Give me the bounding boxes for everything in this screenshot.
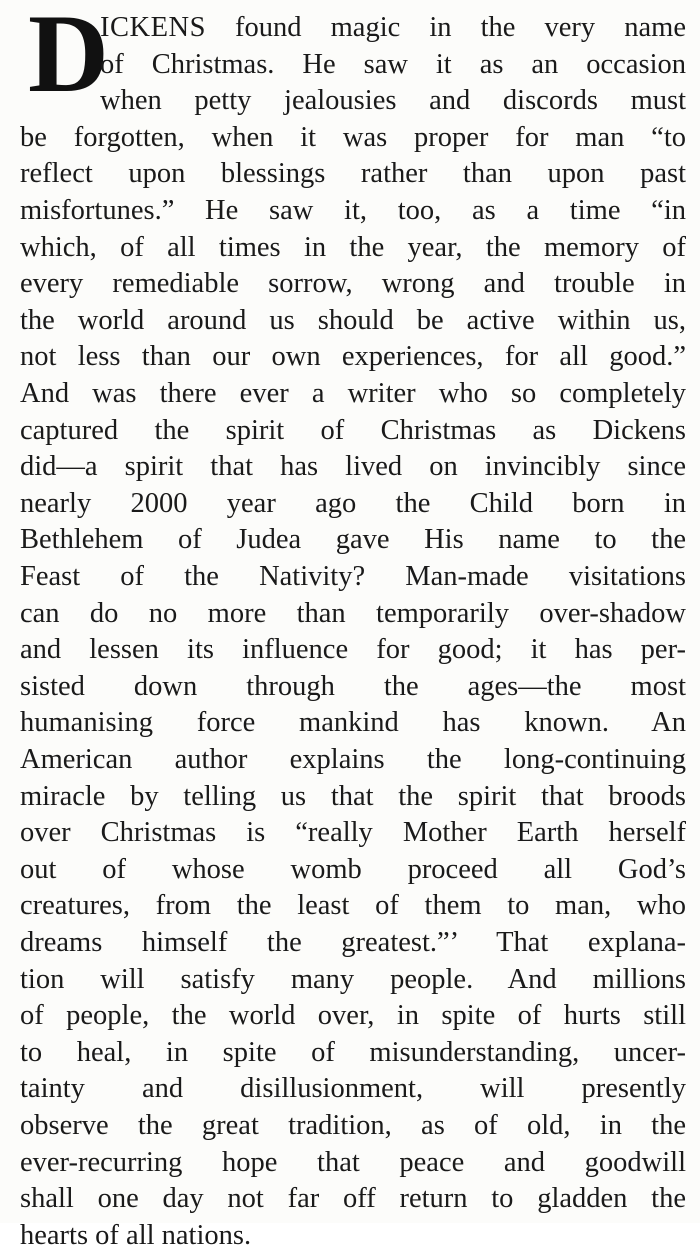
lead-word: ICKENS: [100, 12, 206, 43]
text-line: [20, 779, 686, 815]
text-line: [100, 47, 686, 83]
text-line: [20, 1071, 686, 1107]
line-text: found magic in the very name: [205, 12, 686, 43]
text-line: [20, 669, 686, 705]
line-text: captured the spirit of Christmas as Dickens: [20, 414, 686, 446]
text-line: [20, 559, 686, 595]
text-line: [20, 815, 686, 851]
line-text: be forgotten, when it was proper for man “to: [20, 121, 686, 153]
text-line: [20, 449, 686, 485]
line-text: did—a spirit that has lived on invincibly since: [20, 451, 686, 483]
line-text: misfortunes.” He saw it, too, as a time “in: [20, 195, 686, 226]
line-text: over Christmas is “really Mother Earth herself: [20, 817, 686, 849]
text-line: [20, 1108, 686, 1144]
text-line: [20, 632, 686, 668]
text-line: [20, 852, 686, 888]
line-text: of Christmas. He saw it as an occasion: [100, 48, 686, 80]
text-line: [20, 1145, 686, 1181]
line-text: creatures, from the least of them to man, who: [20, 890, 686, 922]
line-text: American author explains the long-continuing: [20, 744, 686, 775]
text-line: [20, 413, 686, 449]
line-text: miracle by telling us that the spirit that broods: [20, 780, 686, 812]
line-text: reflect upon blessings rather than upon past: [20, 158, 686, 190]
line-text: hearts of all nations.: [20, 1219, 252, 1251]
line-text: can do no more than temporarily over-shadow: [20, 597, 686, 629]
line-text: tion will satisfy many people. And millions: [20, 963, 686, 995]
text-line: [20, 998, 686, 1034]
text-line: [20, 1035, 686, 1071]
line-text: and lessen its influence for good; it has per-: [20, 634, 686, 666]
line-text: Bethlehem of Judea gave His name to the: [20, 524, 686, 556]
text-line: [20, 742, 686, 778]
text-line: [20, 1218, 686, 1254]
text-line: [20, 156, 686, 192]
text-line: [20, 962, 686, 998]
text-line: [20, 266, 686, 302]
text-line: [20, 193, 686, 229]
text-line: [20, 303, 686, 339]
line-text: the world around us should be active within us,: [20, 304, 686, 336]
drop-cap: D: [28, 0, 109, 116]
line-text: ever-recurring hope that peace and goodwill: [20, 1146, 686, 1178]
line-text: sisted down through the ages—the most: [20, 670, 686, 702]
text-line: [20, 339, 686, 375]
line-text: which, of all times in the year, the memory of: [20, 231, 686, 263]
text-line: [20, 376, 686, 412]
text-line: [100, 83, 686, 119]
text-line: [20, 486, 686, 522]
text-line: [100, 10, 686, 46]
line-text: tainty and disillusionment, will presently: [20, 1073, 686, 1105]
line-text: And was there ever a writer who so completely: [20, 378, 686, 409]
line-text: nearly 2000 year ago the Child born in: [20, 487, 686, 519]
text-line: [20, 1181, 686, 1217]
text-line: [20, 522, 686, 558]
line-text: to heal, in spite of misunderstanding, uncer-: [20, 1036, 686, 1068]
line-text: observe the great tradition, as of old, in the: [20, 1110, 686, 1141]
text-line: [20, 925, 686, 961]
line-text: when petty jealousies and discords must: [100, 85, 686, 117]
line-text: of people, the world over, in spite of hurts still: [20, 1000, 686, 1032]
line-text: shall one day not far off return to gladden the: [20, 1183, 686, 1215]
text-line: [20, 120, 686, 156]
text-line: [20, 596, 686, 632]
line-text: out of whose womb proceed all God’s: [20, 853, 686, 885]
line-text: not less than our own experiences, for all good.”: [20, 341, 686, 373]
line-text: humanising force mankind has known. An: [20, 707, 686, 739]
line-text: Feast of the Nativity? Man-made visitations: [20, 561, 686, 592]
text-line: [20, 230, 686, 266]
line-text: every remediable sorrow, wrong and trouble in: [20, 268, 686, 300]
line-text: dreams himself the greatest.”’ That explana-: [20, 927, 686, 958]
text-line: [20, 888, 686, 924]
text-line: [20, 705, 686, 741]
